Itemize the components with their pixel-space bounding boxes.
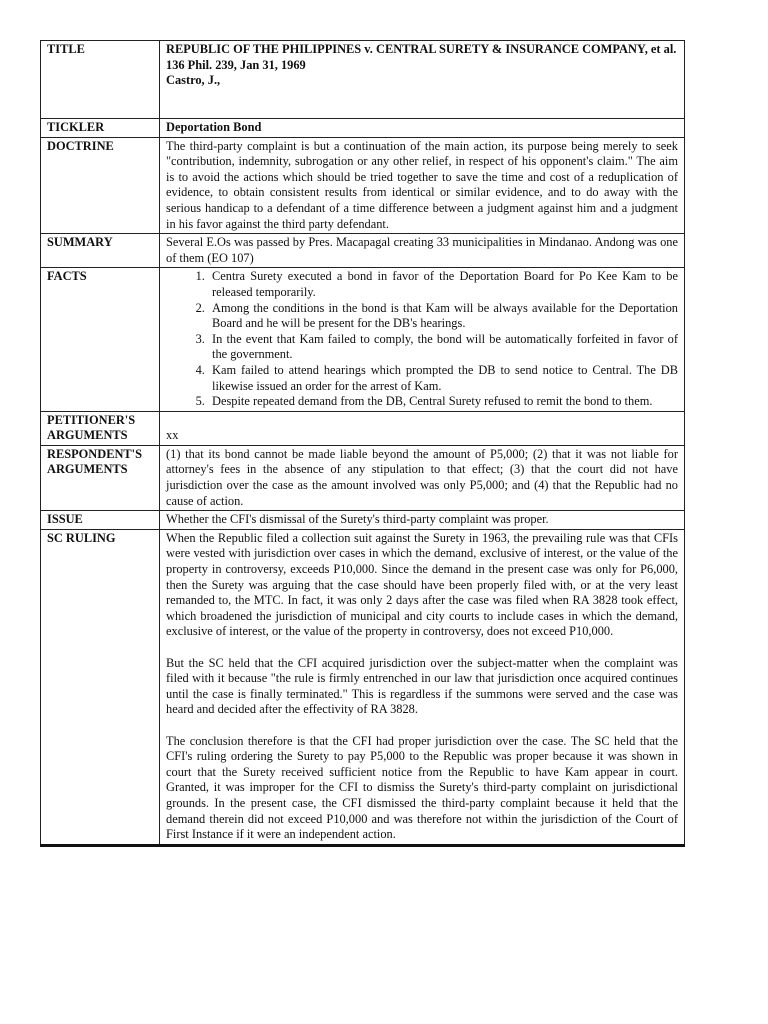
petitioner-label: PETITIONER'S ARGUMENTS <box>41 411 160 445</box>
title-label: TITLE <box>41 41 160 119</box>
respondent-row <box>41 445 685 510</box>
ruling-paragraph: When the Republic filed a collection suit against the Surety in 1963, the prevailing rule was that CFIs were vested with jurisdiction over cases in which the demand, exclusive of interest, or the value of the property in controversy, exceeds P10,000. Since the demand in the present case was only for P6,000, then the Surety was arguing that the case should have been properly filed with, or at the very least remanded to, the MTC. In fact, it was only 2 days after the case was filed when RA 3828 took effect, which broadened the jurisdiction of municipal and city courts to include cases in which the demand, exclusive of interest, or the value of the property in controversy, does not exceed P10,000. <box>166 530 678 639</box>
issue-row <box>41 511 685 530</box>
respondent-value: (1) that its bond cannot be made liable beyond the amount of P5,000; (2) that it was not liable for attorney's fees in the absence of any stipulation to that effect; (3) that the court did not have jurisdiction over the case as the amount involved was only P5,000; and (4) that the Republic had no cause of action. <box>160 445 685 510</box>
fact-item: 3. In the event that Kam failed to comply, the bond will be automatically forfeited in favor of the government. <box>208 332 678 363</box>
facts-label: FACTS <box>41 268 160 411</box>
issue-label: ISSUE <box>41 511 160 530</box>
facts-list <box>166 269 678 409</box>
title-value <box>160 41 685 119</box>
ruling-paragraph: The conclusion therefore is that the CFI had proper jurisdiction over the case. The SC held that the CFI's ruling ordering the Surety to pay P5,000 to the Republic was proper because it was shown in court that the Surety received sufficient notice from the Republic to have Kam appear in court. Granted, it was improper for the CFI to dismiss the Surety's third-party complaint on jurisdictional grounds. In the present case, the CFI dismissed the third-party complaint because it held that the demand therein did not exceed P10,000 and was therefore not within the jurisdiction of the Court of First Instance if it were an independent action. <box>166 733 678 842</box>
summary-value: Several E.Os was passed by Pres. Macapagal creating 33 municipalities in Mindanao. Andong was one of them (EO 107) <box>160 234 685 268</box>
tickler-value: Deportation Bond <box>160 119 685 138</box>
tickler-label: TICKLER <box>41 119 160 138</box>
doctrine-row <box>41 137 685 234</box>
issue-value: Whether the CFI's dismissal of the Surety's third-party complaint was proper. <box>160 511 685 530</box>
ruling-label: SC RULING <box>41 529 160 845</box>
citation: 136 Phil. 239, Jan 31, 1969 <box>166 57 306 72</box>
tickler-row <box>41 119 685 138</box>
petitioner-value: xx <box>160 411 685 445</box>
case-name: REPUBLIC OF THE PHILIPPINES v. CENTRAL SURETY & INSURANCE COMPANY, et al. <box>166 42 677 56</box>
fact-item: 5. Despite repeated demand from the DB, Central Surety refused to remit the bond to them. <box>208 394 678 410</box>
doctrine-label: DOCTRINE <box>41 137 160 234</box>
petitioner-row <box>41 411 685 445</box>
facts-row <box>41 268 685 411</box>
case-digest-table <box>40 40 685 847</box>
ponente: Castro, J., <box>166 73 221 88</box>
ruling-value <box>160 529 685 845</box>
respondent-label: RESPONDENT'S ARGUMENTS <box>41 445 160 510</box>
facts-value <box>160 268 685 411</box>
fact-item: 4. Kam failed to attend hearings which prompted the DB to send notice to Central. The DB likewise issued an order for the arrest of Kam. <box>208 363 678 394</box>
title-row <box>41 41 685 119</box>
doctrine-value: The third-party complaint is but a continuation of the main action, its purpose being merely to seek "contribution, indemnity, subrogation or any other relief, in respect of his opponent's claim." The aim is to avoid the actions which should be tried together to save the time and cost of a reduplication of evidence, to obtain consistent results from identical or similar evidence, and to do away with the serious handicap to a defendant of a time difference between a judgment against him and a judgment in his favor against the third party defendant. <box>160 137 685 234</box>
ruling-row <box>41 529 685 845</box>
fact-item: 2. Among the conditions in the bond is that Kam will be always available for the Deportation Board and he will be present for the DB's hearings. <box>208 301 678 332</box>
ruling-paragraph: But the SC held that the CFI acquired jurisdiction over the subject-matter when the complaint was filed with it because "the rule is firmly entrenched in our law that jurisdiction once acquired continues until the case is finally terminated." This is regardless if the summons were served and the case was heard and decided after the effectivity of RA 3828. <box>166 655 678 717</box>
summary-label: SUMMARY <box>41 234 160 268</box>
summary-row <box>41 234 685 268</box>
fact-item: 1. Centra Surety executed a bond in favor of the Deportation Board for Po Kee Kam to be released temporarily. <box>208 269 678 300</box>
